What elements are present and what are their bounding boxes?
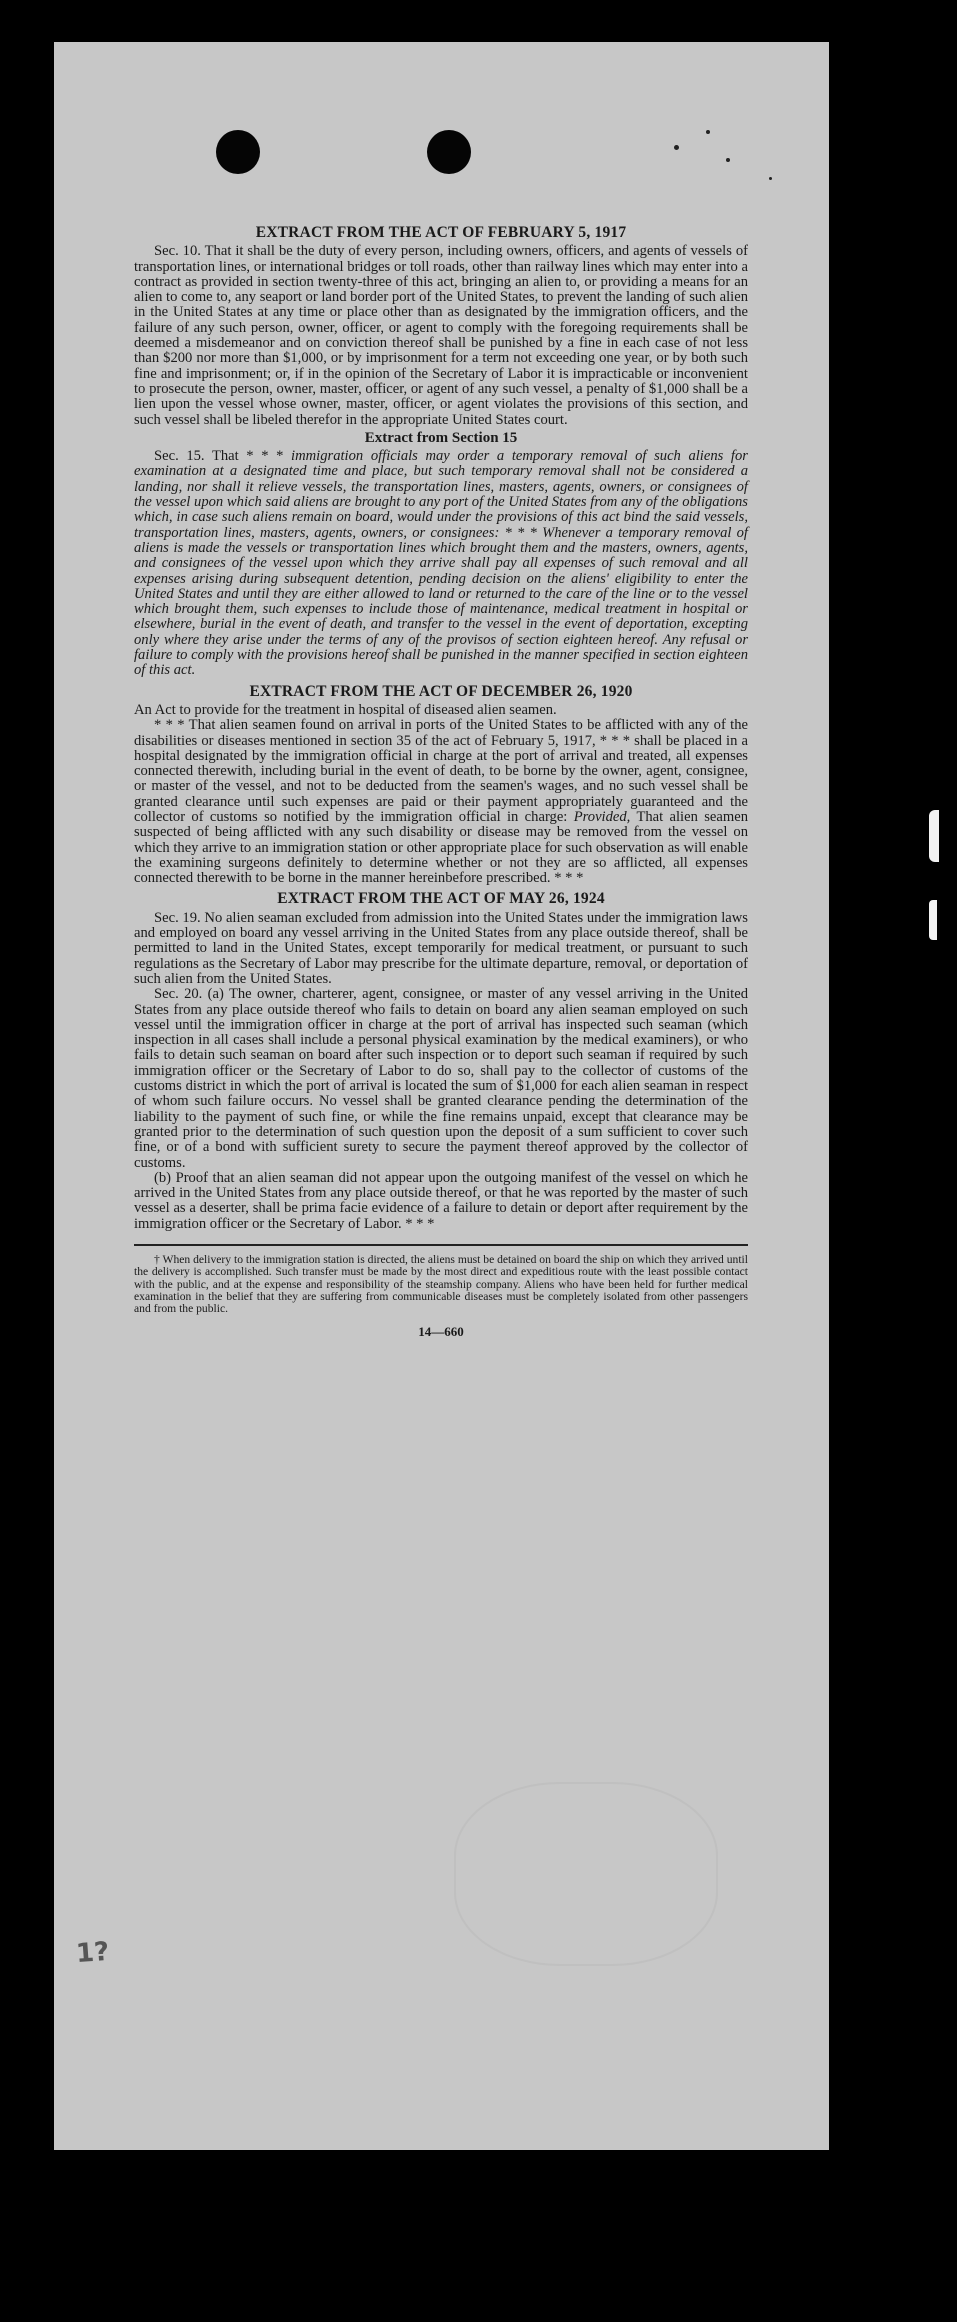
faint-stamp — [454, 1782, 718, 1966]
section-lead: That * * * — [211, 448, 284, 465]
heading-act-1924: EXTRACT FROM THE ACT OF MAY 26, 1924 — [277, 890, 605, 908]
heading-act-1920: EXTRACT FROM THE ACT OF DECEMBER 26, 1920 — [249, 682, 633, 700]
footnote-divider — [134, 1244, 748, 1246]
punch-hole — [216, 130, 260, 174]
section-label: Sec. 10. — [154, 243, 201, 260]
act-1920-text — [134, 718, 748, 886]
section-label: Sec. 20. (a) — [154, 986, 224, 1003]
act-text-b: That alien seamen suspected of being afflicted with any such disability or disease may be removed from the vessel on which they arrive to an immigration station or other appropriate place for such observation as will enable the examining surgeons definitely to determine whether or not they are so afflicted, all expenses connected therewith to be borne in the manner hereinbefore prescribed. * * * — [134, 808, 748, 887]
edge-tab — [929, 900, 937, 940]
section-10 — [134, 244, 748, 428]
section-label: Sec. 15. — [154, 448, 205, 465]
handwritten-margin-mark: 1? — [74, 1936, 111, 1970]
section-label: (b) — [154, 1169, 172, 1186]
section-text: The owner, charterer, agent, consignee, or master of any vessel arriving in the United States from any place outside thereof who fails to detain on board any alien seaman employed on such vessel until the immigration officer in charge at the port of arrival has inspected such seaman (which inspection in all cases shall include a personal physical examination by the medical examiners), or who fails to detain such seaman on board after such inspection or to deport such seaman if required by such immigration officer or the Secretary of Labor to do so, shall pay to the collector of customs of the customs district in which the port of arrival is located the sum of $1,000 for each alien seaman in respect of whom such failure occurs. No vessel shall be granted clearance pending the determination of the liability to the payment of such fine, or while the fine remains unpaid, except that clearance may be granted prior to the determination of such question upon the deposit of a sum sufficient to cover such fine, or of a bond with sufficient surety to secure the payment thereof approved by the collector of customs. — [134, 986, 748, 1171]
section-text: That it shall be the duty of every person, including owners, officers, and agents of vessels of transportation lines, or international bridges or toll roads, other than railway lines which may enter into a contract as provided in section twenty-three of this act, bringing an alien to, or providing a means for an alien to come to, any seaport or land border port of the United States, to prevent the landing of such alien in the United States at any time or place other than as designated by the immigration officers, and the failure of any such person, owner, officer, or agent to comply with the foregoing requirements shall be deemed a misdemeanor and on conviction thereof shall be punished by a fine in each case of not less than $200 nor more than $1,000, or by imprisonment for a term not exceeding one year, or by both such fine and imprisonment; or, if in the opinion of the Secretary of Labor it is impracticable or inconvenient to prosecute the person, owner, master, officer, or agent of any such vessel, a penalty of $1,000 shall be a lien upon the vessel whose owner, master, officer, or agent violates the provisions of this section, and such vessel shall be libeled therefor in the appropriate United States court. — [134, 243, 748, 428]
section-15 — [134, 449, 748, 678]
section-text: immigration officials may order a temporary removal of such aliens for examination at a designated time and place, but such temporary removal shall not be considered a landing, nor shall it relieve vessels, the transportation lines, masters, agents, owners, or consignees of the vessel upon which said aliens are brought to any port of the United States from any of the obligations which, in case such aliens remain on board, would under the provisions of this act bind the said vessels, transportation lines, masters, agents, owners, or consignees: * * * Whenever a temporary removal of aliens is made the vessels or transportation lines which brought them and the masters, owners, agents, and consignees of the vessel upon which they arrive shall pay all expenses of such removal and all expenses arising during subsequent detention, pending decision on the aliens' eligibility to enter the United States and until they are either allowed to land or returned to the care of the line or to the vessel which brought them, such expenses to include those of maintenance, medical treatment in hospital or elsewhere, burial in the event of death, and transfer to the vessel in the event of deportation, excepting only where they arise under the terms of any of the provisos of section eighteen hereof. Any refusal or failure to comply with the provisions hereof shall be punished in the manner specified in section eighteen of this act. — [134, 448, 748, 679]
page-number: 14—660 — [418, 1324, 464, 1340]
document-body — [134, 220, 748, 1340]
speck — [706, 130, 710, 134]
section-text: No alien seaman excluded from admission into the United States under the immigration laws and employed on board any vessel arriving in the United States from any place outside thereof, shall be permitted to land in the United States, except temporarily for medical treatment, or pursuant to such regulations as the Secretary of Labor may prescribe for the ultimate departure, removal, or deportation of such alien from the United States. — [134, 909, 748, 987]
punch-hole — [427, 130, 471, 174]
section-20b — [134, 1171, 748, 1232]
footnote: † When delivery to the immigration station is directed, the aliens must be detained on board the ship on which they arrived until the delivery is accomplished. Such transfer must be made by the most direct and expeditious route with the least possible contact with the public, and at the expense and responsibility of the steamship company. Aliens who have been held for further medical examination in the belief that they are suffering from communicable diseases must be completely isolated from other passengers and from the public. — [134, 1253, 748, 1316]
proviso: Provided, — [573, 808, 631, 825]
speck — [769, 177, 772, 180]
section-text: Proof that an alien seaman did not appear upon the outgoing manifest of the vessel on which he arrived in the United States from any place outside thereof, or that he was reported by the master of such vessel as a deserter, shall be prima facie evidence of a failure to detain or deport after requirement by the immigration officer or the Secretary of Labor. * * * — [134, 1169, 748, 1232]
speck — [674, 145, 679, 150]
speck — [726, 158, 730, 162]
act-text-a: * * * That alien seamen found on arrival in ports of the United States to be afflicted with any of the disabilities or diseases mentioned in section 35 of the act of February 5, 1917, * * * shall be placed in a hospital designated by the immigration official in charge at the port of arrival and treated, all expenses connected therewith, including burial in the event of death, to be borne by the owner, agent, consignee, or master of the vessel, and not to be deducted from the seamen's wages, and no such vessel shall be granted clearance until such expenses are paid or their payment appropriately guaranteed and the collector of customs so notified by the immigration official in charge: — [134, 717, 748, 825]
section-20a — [134, 987, 748, 1171]
act-title: An Act to provide for the treatment in hospital of diseased alien seamen. — [134, 701, 557, 718]
section-label: Sec. 19. — [154, 909, 201, 926]
heading-act-1917: EXTRACT FROM THE ACT OF FEBRUARY 5, 1917 — [255, 224, 627, 241]
edge-tab — [929, 810, 939, 862]
section-19 — [134, 911, 748, 987]
subheading-section-15: Extract from Section 15 — [364, 429, 518, 446]
